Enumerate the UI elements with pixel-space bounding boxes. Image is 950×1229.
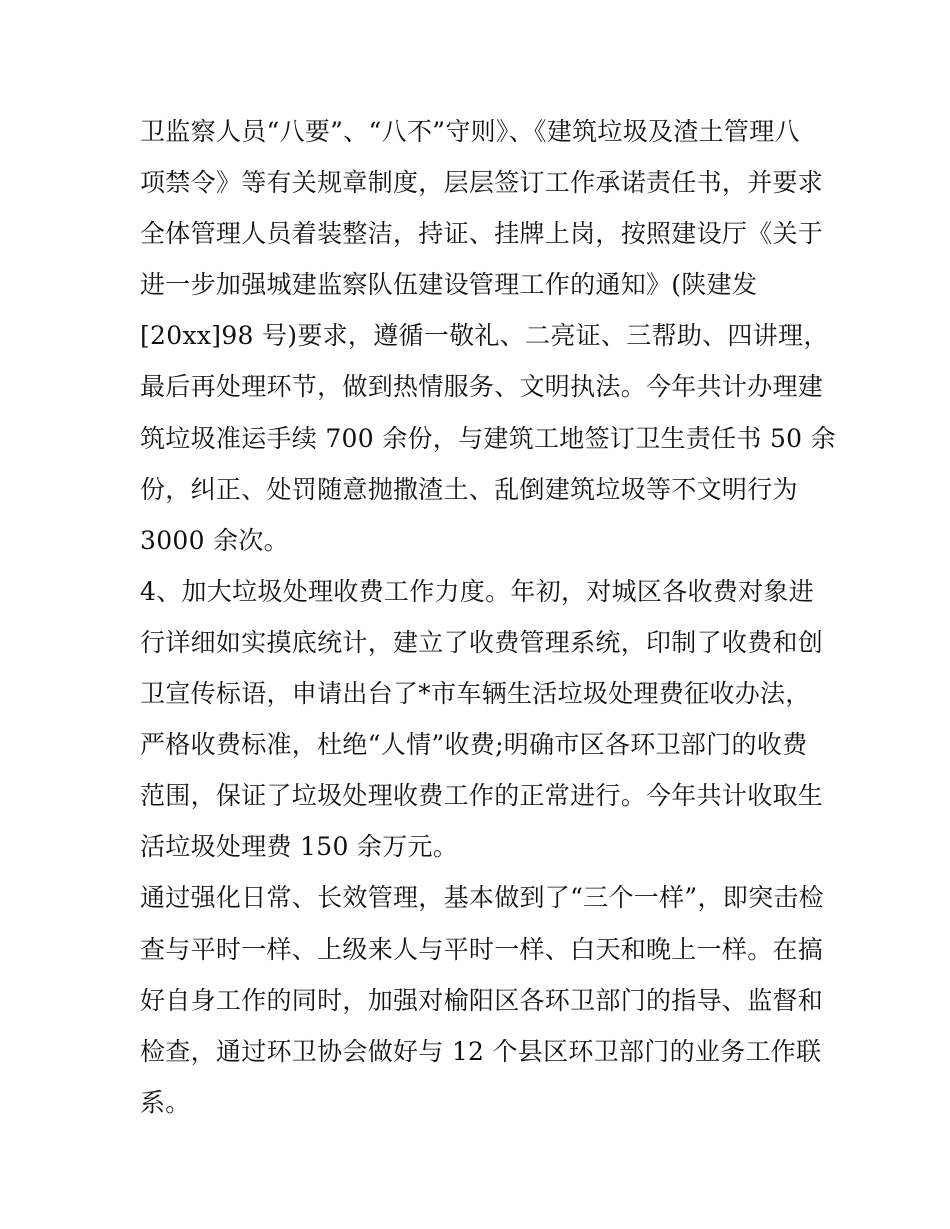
text-line: 3000 余次。 (140, 525, 289, 555)
text-line: 全体管理人员着装整洁，持证、挂牌上岗，按照建设厅《关于 (140, 219, 824, 249)
text-line: 通过强化日常、长效管理，基本做到了“三个一样”，即突击检 (140, 883, 824, 913)
text-line: 4、加大垃圾处理收费工作力度。年初，对城区各收费对象进 (140, 576, 815, 606)
text-line: 最后再处理环节，做到热情服务、文明执法。今年共计办理建 (140, 372, 824, 402)
text-line: [20xx]98 号)要求，遵循一敬礼、二亮证、三帮助、四讲理， (140, 321, 829, 351)
text-line: 活垃圾处理费 150 余万元。 (140, 832, 459, 862)
text-line: 检查，通过环卫协会做好与 12 个县区环卫部门的业务工作联 (140, 1036, 822, 1066)
text-line: 项禁令》等有关规章制度，层层签订工作承诺责任书，并要求 (140, 168, 824, 198)
text-line: 筑垃圾准运手续 700 余份，与建筑工地签订卫生责任书 50 余 (140, 423, 836, 453)
text-line: 查与平时一样、上级来人与平时一样、白天和晚上一样。在搞 (140, 934, 824, 964)
text-line: 系。 (140, 1087, 191, 1117)
text-line: 范围，保证了垃圾处理收费工作的正常进行。今年共计收取生 (140, 781, 824, 811)
text-line: 卫监察人员“八要”、“八不”守则》、《建筑垃圾及渣土管理八 (140, 117, 800, 146)
text-line: 进一步加强城建监察队伍建设管理工作的通知》(陕建发 (140, 270, 758, 300)
text-line: 好自身工作的同时，加强对榆阳区各环卫部门的指导、监督和 (140, 985, 824, 1015)
text-line: 行详细如实摸底统计，建立了收费管理系统，印制了收费和创 (140, 627, 824, 657)
text-line: 卫宣传标语，申请出台了*市车辆生活垃圾处理费征收办法， (140, 679, 811, 709)
body-text (140, 106, 836, 1128)
text-line: 严格收费标准，杜绝“人情”收费;明确市区各环卫部门的收费 (140, 730, 808, 760)
text-line: 份，纠正、处罚随意抛撒渣土、乱倒建筑垃圾等不文明行为 (140, 474, 798, 504)
